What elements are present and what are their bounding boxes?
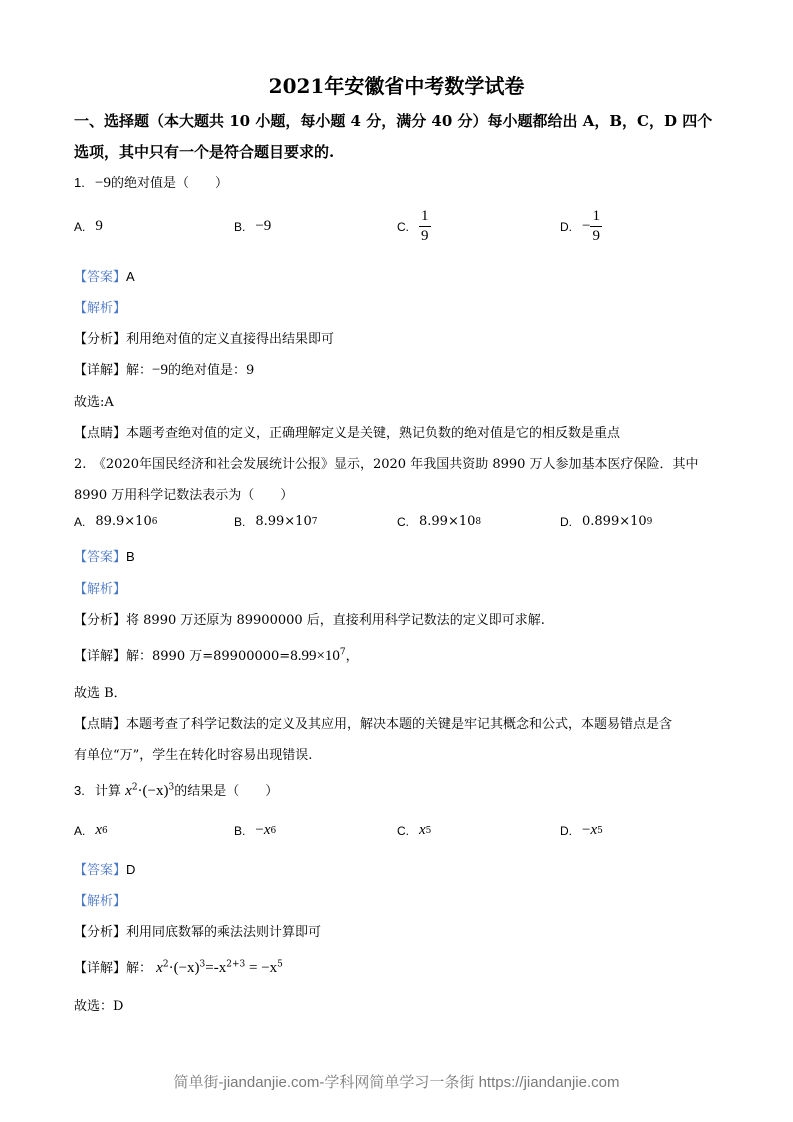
q2-choice: 故选 B．	[74, 686, 127, 701]
q1-answer: 【答案】A	[74, 269, 135, 285]
question-3: 3. 计算 $x^2\cdot(-x)^3$的结果是（ ）	[74, 782, 279, 799]
q2-analysis-tag: 【解析】	[74, 582, 127, 597]
q3-choice: 故选：D	[74, 999, 124, 1014]
q1-option-d: D. − $\frac{1}{9}$	[560, 208, 600, 244]
q1-comment: 【点睛】本题考查绝对值的定义，正确理解定义是关键，熟记负数的绝对值是它的相反数是重点	[74, 426, 621, 441]
q3-option-a: A. x 6	[74, 822, 108, 838]
q3-detail: 【详解】解： $x^2\cdot(-x)^3=-x^{2+3} = -x^5$	[74, 959, 283, 976]
q2-option-d: D. 0.899×10 9	[560, 514, 653, 529]
question-1	[74, 172, 228, 192]
question-expression: −9	[94, 175, 111, 191]
q2-detail: 【详解】解：8990 万$=89900000=8.99\times 10^7$，	[74, 647, 359, 664]
q3-analysis-tag: 【解析】	[74, 894, 127, 909]
q3-answer: 【答案】D	[74, 862, 136, 878]
question-number: 1.	[74, 175, 85, 190]
question-2-line2: 8990 万用科学记数法表示为（ ）	[74, 488, 294, 503]
page-title: 2021年安徽省中考数学试卷	[268, 74, 525, 98]
q2-option-b: B. 8.99×10 7	[234, 514, 318, 529]
q3-option-c: C. x 5	[397, 822, 432, 838]
section-heading-line1: 一、选择题（本大题共 10 小题，每小题 4 分，满分 40 分）每小题都给出 A，B，C，D 四个	[74, 112, 713, 130]
q1-option-b: B. −9	[234, 218, 272, 234]
q2-option-c: C. 8.99×10 8	[397, 514, 482, 529]
q2-option-a: A. 89.9×10 6	[74, 514, 158, 529]
question-2-line1: 2. 《2020年国民经济和社会发展统计公报》显示，2020 年我国共资助 8990 万人参加基本医疗保险．其中	[74, 457, 699, 472]
section-heading-line2: 选项，其中只有一个是符合题目要求的.	[74, 143, 335, 161]
footer-watermark: 简单街-jiandanjie.com-学科网简单学习一条街 https://jiandanjie.com	[173, 1074, 620, 1091]
question-text: 的绝对值是（ ）	[110, 176, 228, 191]
q1-choice: 故选:A	[74, 395, 114, 410]
q1-analysis-tag: 【解析】	[74, 301, 127, 316]
q2-fenxi: 【分析】将 8990 万还原为 89900000 后，直接利用科学记数法的定义即可求解.	[74, 613, 545, 628]
q2-comment-line2: 有单位“万”，学生在转化时容易出现错误.	[74, 748, 313, 763]
q3-fenxi: 【分析】利用同底数幂的乘法法则计算即可	[74, 925, 322, 940]
q1-detail: 【详解】解：−9的绝对值是：9	[74, 362, 255, 378]
q3-option-d: D. − x 5	[560, 822, 603, 838]
q2-answer: 【答案】B	[74, 549, 135, 565]
q3-option-b: B. − x 6	[234, 822, 277, 838]
q1-option-a: A. 9	[74, 218, 103, 234]
q2-comment-line1: 【点睛】本题考查了科学记数法的定义及其应用，解决本题的关键是牢记其概念和公式，本题易错点是含	[74, 717, 673, 732]
fraction: $\frac{1}{9}$	[421, 208, 429, 244]
q1-option-c: C. $\frac{1}{9}$	[397, 208, 429, 244]
q1-fenxi: 【分析】利用绝对值的定义直接得出结果即可	[74, 332, 335, 347]
fraction: $\frac{1}{9}$	[592, 208, 600, 244]
